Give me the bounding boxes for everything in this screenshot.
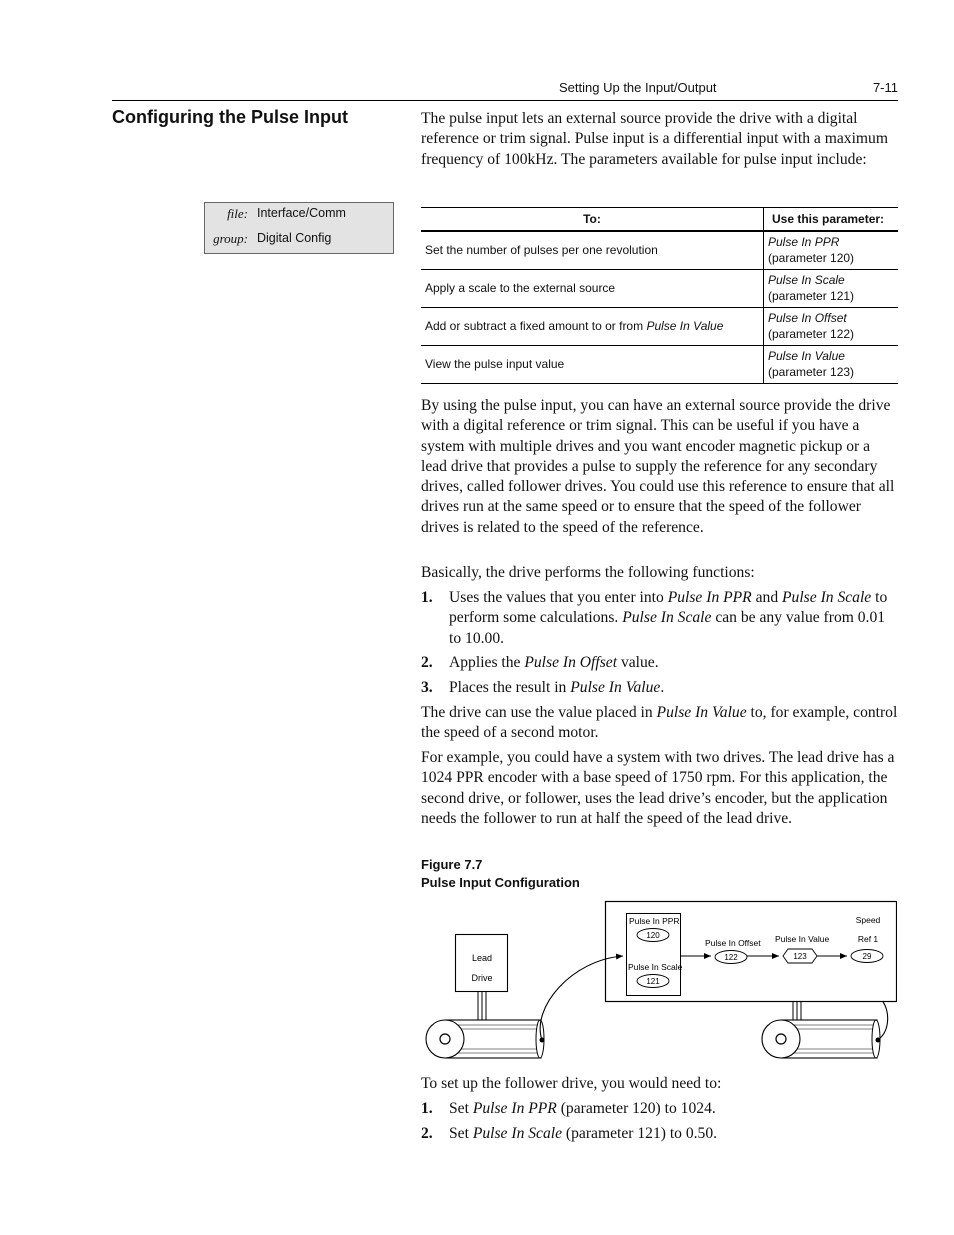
lead-drive-line2: Drive: [471, 973, 493, 983]
list-number: 1.: [421, 589, 433, 606]
table-row: [421, 346, 898, 384]
file-value: Interface/Comm: [257, 206, 346, 220]
table-header-to: To:: [421, 208, 764, 232]
pulse-input-diagram: [421, 898, 897, 1062]
section-heading: Configuring the Pulse Input: [112, 107, 348, 127]
scale-number: 121: [646, 977, 660, 986]
figure-number: Figure 7.7: [421, 857, 483, 872]
param-name: Pulse In Scale: [768, 273, 845, 287]
table-cell-param: [764, 231, 899, 270]
table-cell-to: View the pulse input value: [421, 346, 764, 384]
offset-number: 122: [724, 953, 738, 962]
running-header: [112, 78, 898, 101]
intro-paragraph: The pulse input lets an external source provide the drive with a digital reference or trim signal. Pulse input is a differential input with a maximum frequency of 100kHz. The parameters available for pulse input include:: [421, 110, 888, 168]
value-number: 123: [793, 952, 807, 961]
header-title: Setting Up the Input/Output: [559, 80, 717, 95]
list-number: 2.: [421, 654, 433, 671]
drive-paragraph: The drive can use the value placed in Pulse In Value to, for example, control the speed of a second motor.: [421, 704, 898, 742]
list-number: 2.: [421, 1125, 433, 1142]
page-number: 7-11: [872, 80, 898, 95]
to-italic: Pulse In Value: [646, 318, 724, 333]
param-number: (parameter 121): [768, 288, 855, 303]
param-number: (parameter 123): [768, 364, 855, 379]
group-key: group:: [213, 231, 248, 246]
to-text: Add or subtract a fixed amount to or from: [425, 318, 647, 333]
table-cell-param: [764, 346, 899, 384]
figure-title: Pulse Input Configuration: [421, 875, 580, 890]
speed-number: 29: [862, 952, 872, 961]
follower-motor: [762, 1020, 881, 1058]
setup-paragraph: To set up the follower drive, you would need to:: [421, 1075, 722, 1092]
table-header-param: Use this parameter:: [764, 208, 899, 232]
list-number: 1.: [421, 1100, 433, 1117]
list-text: Places the result in Pulse In Value.: [449, 679, 665, 696]
speed-label-line2: Ref 1: [857, 934, 879, 944]
param-number: (parameter 122): [768, 326, 855, 341]
table-row: [421, 270, 898, 308]
table-cell-to: Apply a scale to the external source: [421, 270, 764, 308]
ppr-label: Pulse In PPR: [629, 916, 680, 926]
list-number: 3.: [421, 679, 433, 696]
table-cell-param: [764, 270, 899, 308]
offset-label: Pulse In Offset: [705, 938, 761, 948]
param-name: Pulse In Offset: [768, 311, 847, 325]
list-text: Applies the Pulse In Offset value.: [449, 654, 659, 671]
example-paragraph: For example, you could have a system with two drives. The lead drive has a 1024 PPR encoder with a base speed of 1750 rpm. For this application, the second drive, or follower, uses the lead drive’s encoder, but the application needs the follower to run at half the speed of the lead drive.: [421, 749, 895, 827]
file-key: file:: [227, 206, 248, 221]
parameter-table: [421, 207, 898, 384]
lead-drive-line1: Lead: [471, 953, 493, 963]
list-text: Set Pulse In Scale (parameter 121) to 0.50.: [449, 1125, 718, 1142]
figure-caption: [421, 856, 580, 892]
table-header-row: [421, 208, 898, 232]
param-name: Pulse In Value: [768, 349, 845, 363]
scale-label: Pulse In Scale: [628, 962, 683, 972]
basically-paragraph: Basically, the drive performs the following functions:: [421, 564, 755, 581]
param-name: Pulse In PPR: [768, 235, 840, 249]
table-row: [421, 231, 898, 270]
list-text: Uses the values that you enter into Pulse In PPR and Pulse In Scale to perform some calculations. Pulse In Scale can be any value from 0.01 to 10.00.: [449, 589, 888, 647]
using-paragraph: By using the pulse input, you can have an external source provide the drive with a digital reference or trim signal. This can be useful if you have a system with multiple drives and you want encoder magnetic pickup or a lead drive that provides a pulse to supply the reference for any secondary drives, called follower drives. You could use this reference to ensure that all drives run at the same speed or to ensure that the speed of the follower drives is related to the speed of the reference.: [421, 397, 895, 536]
table-cell-to: [421, 308, 764, 346]
group-value: Digital Config: [257, 231, 332, 245]
table-row: [421, 308, 898, 346]
ppr-number: 120: [646, 931, 660, 940]
speed-label-line1: Speed: [855, 915, 881, 925]
list-text: Set Pulse In PPR (parameter 120) to 1024.: [449, 1100, 716, 1117]
table-cell-to: Set the number of pulses per one revolution: [421, 231, 764, 270]
table-cell-param: [764, 308, 899, 346]
param-number: (parameter 120): [768, 250, 855, 265]
lead-motor: [426, 1020, 545, 1058]
value-label: Pulse In Value: [775, 934, 830, 944]
file-group-box: [204, 202, 394, 254]
